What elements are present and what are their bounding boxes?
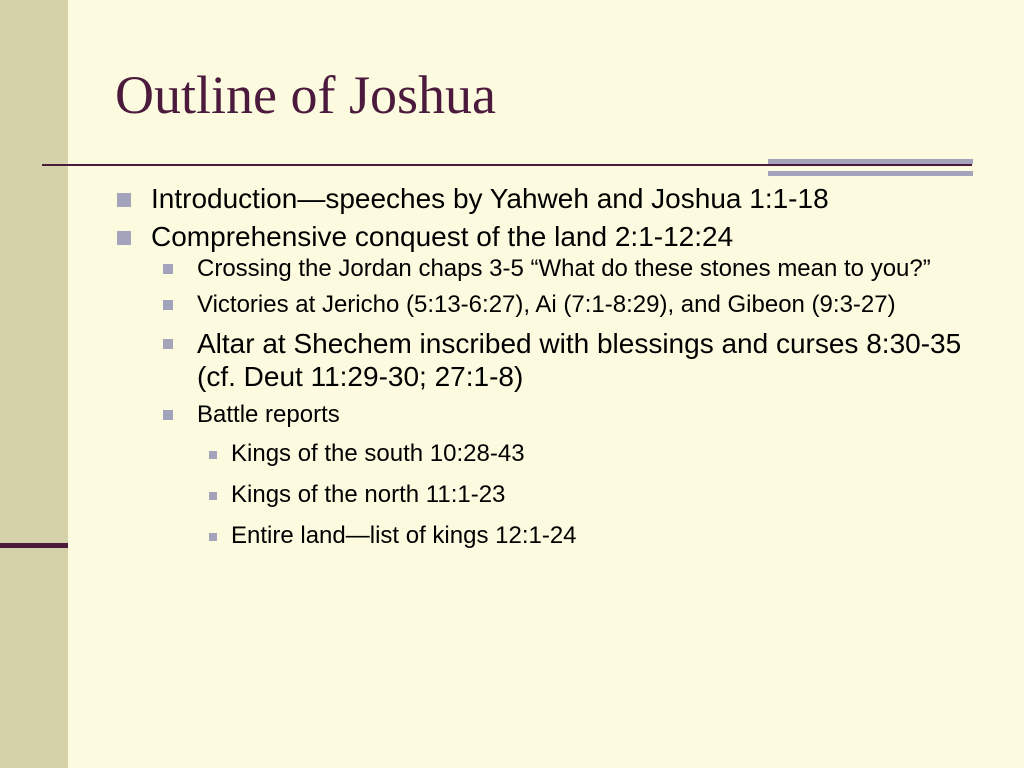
square-bullet-icon — [163, 339, 173, 349]
square-bullet-icon — [163, 410, 173, 420]
title-accent-bars — [768, 159, 973, 176]
left-side-band — [0, 0, 68, 768]
square-bullet-icon — [209, 533, 217, 541]
battle-reports-sublist — [197, 440, 975, 550]
square-bullet-icon — [209, 492, 217, 500]
square-bullet-icon — [117, 193, 131, 207]
outline-subsubitem-text: Kings of the south 10:28-43 — [231, 440, 525, 467]
square-bullet-icon — [117, 231, 131, 245]
slide-title: Outline of Joshua — [115, 65, 496, 125]
outline-subitem-victories — [161, 291, 975, 319]
outline-subitem-text: Crossing the Jordan chaps 3-5 “What do these stones mean to you?” — [197, 255, 931, 282]
outline-subitem-text: Victories at Jericho (5:13-6:27), Ai (7:1-8:29), and Gibeon (9:3-27) — [197, 291, 896, 318]
outline-item-introduction — [115, 183, 975, 215]
outline-subsubitem-entire-land — [205, 522, 975, 550]
outline-subitem-crossing-jordan — [161, 255, 975, 283]
outline-item-text: Introduction—speeches by Yahweh and Joshua 1:1-18 — [151, 183, 829, 214]
outline-subsubitem-kings-south — [205, 440, 975, 468]
conquest-sublist — [151, 255, 975, 550]
outline-subitem-battle-reports — [161, 401, 975, 550]
outline-item-conquest — [115, 221, 975, 550]
accent-bar-top — [768, 159, 973, 164]
square-bullet-icon — [163, 264, 173, 274]
side-accent-rule — [0, 543, 68, 548]
square-bullet-icon — [209, 451, 217, 459]
outline-item-text: Comprehensive conquest of the land 2:1-12:24 — [151, 221, 734, 252]
outline-subitem-text: Altar at Shechem inscribed with blessings and curses 8:30-35 (cf. Deut 11:29-30; 27:1-8) — [197, 328, 962, 392]
outline-subitem-altar-shechem — [161, 327, 975, 393]
outline-list — [115, 183, 975, 563]
outline-subsubitem-kings-north — [205, 481, 975, 509]
outline-subsubitem-text: Entire land—list of kings 12:1-24 — [231, 522, 577, 549]
outline-subsubitem-text: Kings of the north 11:1-23 — [231, 481, 506, 508]
outline-subitem-text: Battle reports — [197, 401, 340, 428]
accent-bar-bottom — [768, 171, 973, 176]
square-bullet-icon — [163, 300, 173, 310]
